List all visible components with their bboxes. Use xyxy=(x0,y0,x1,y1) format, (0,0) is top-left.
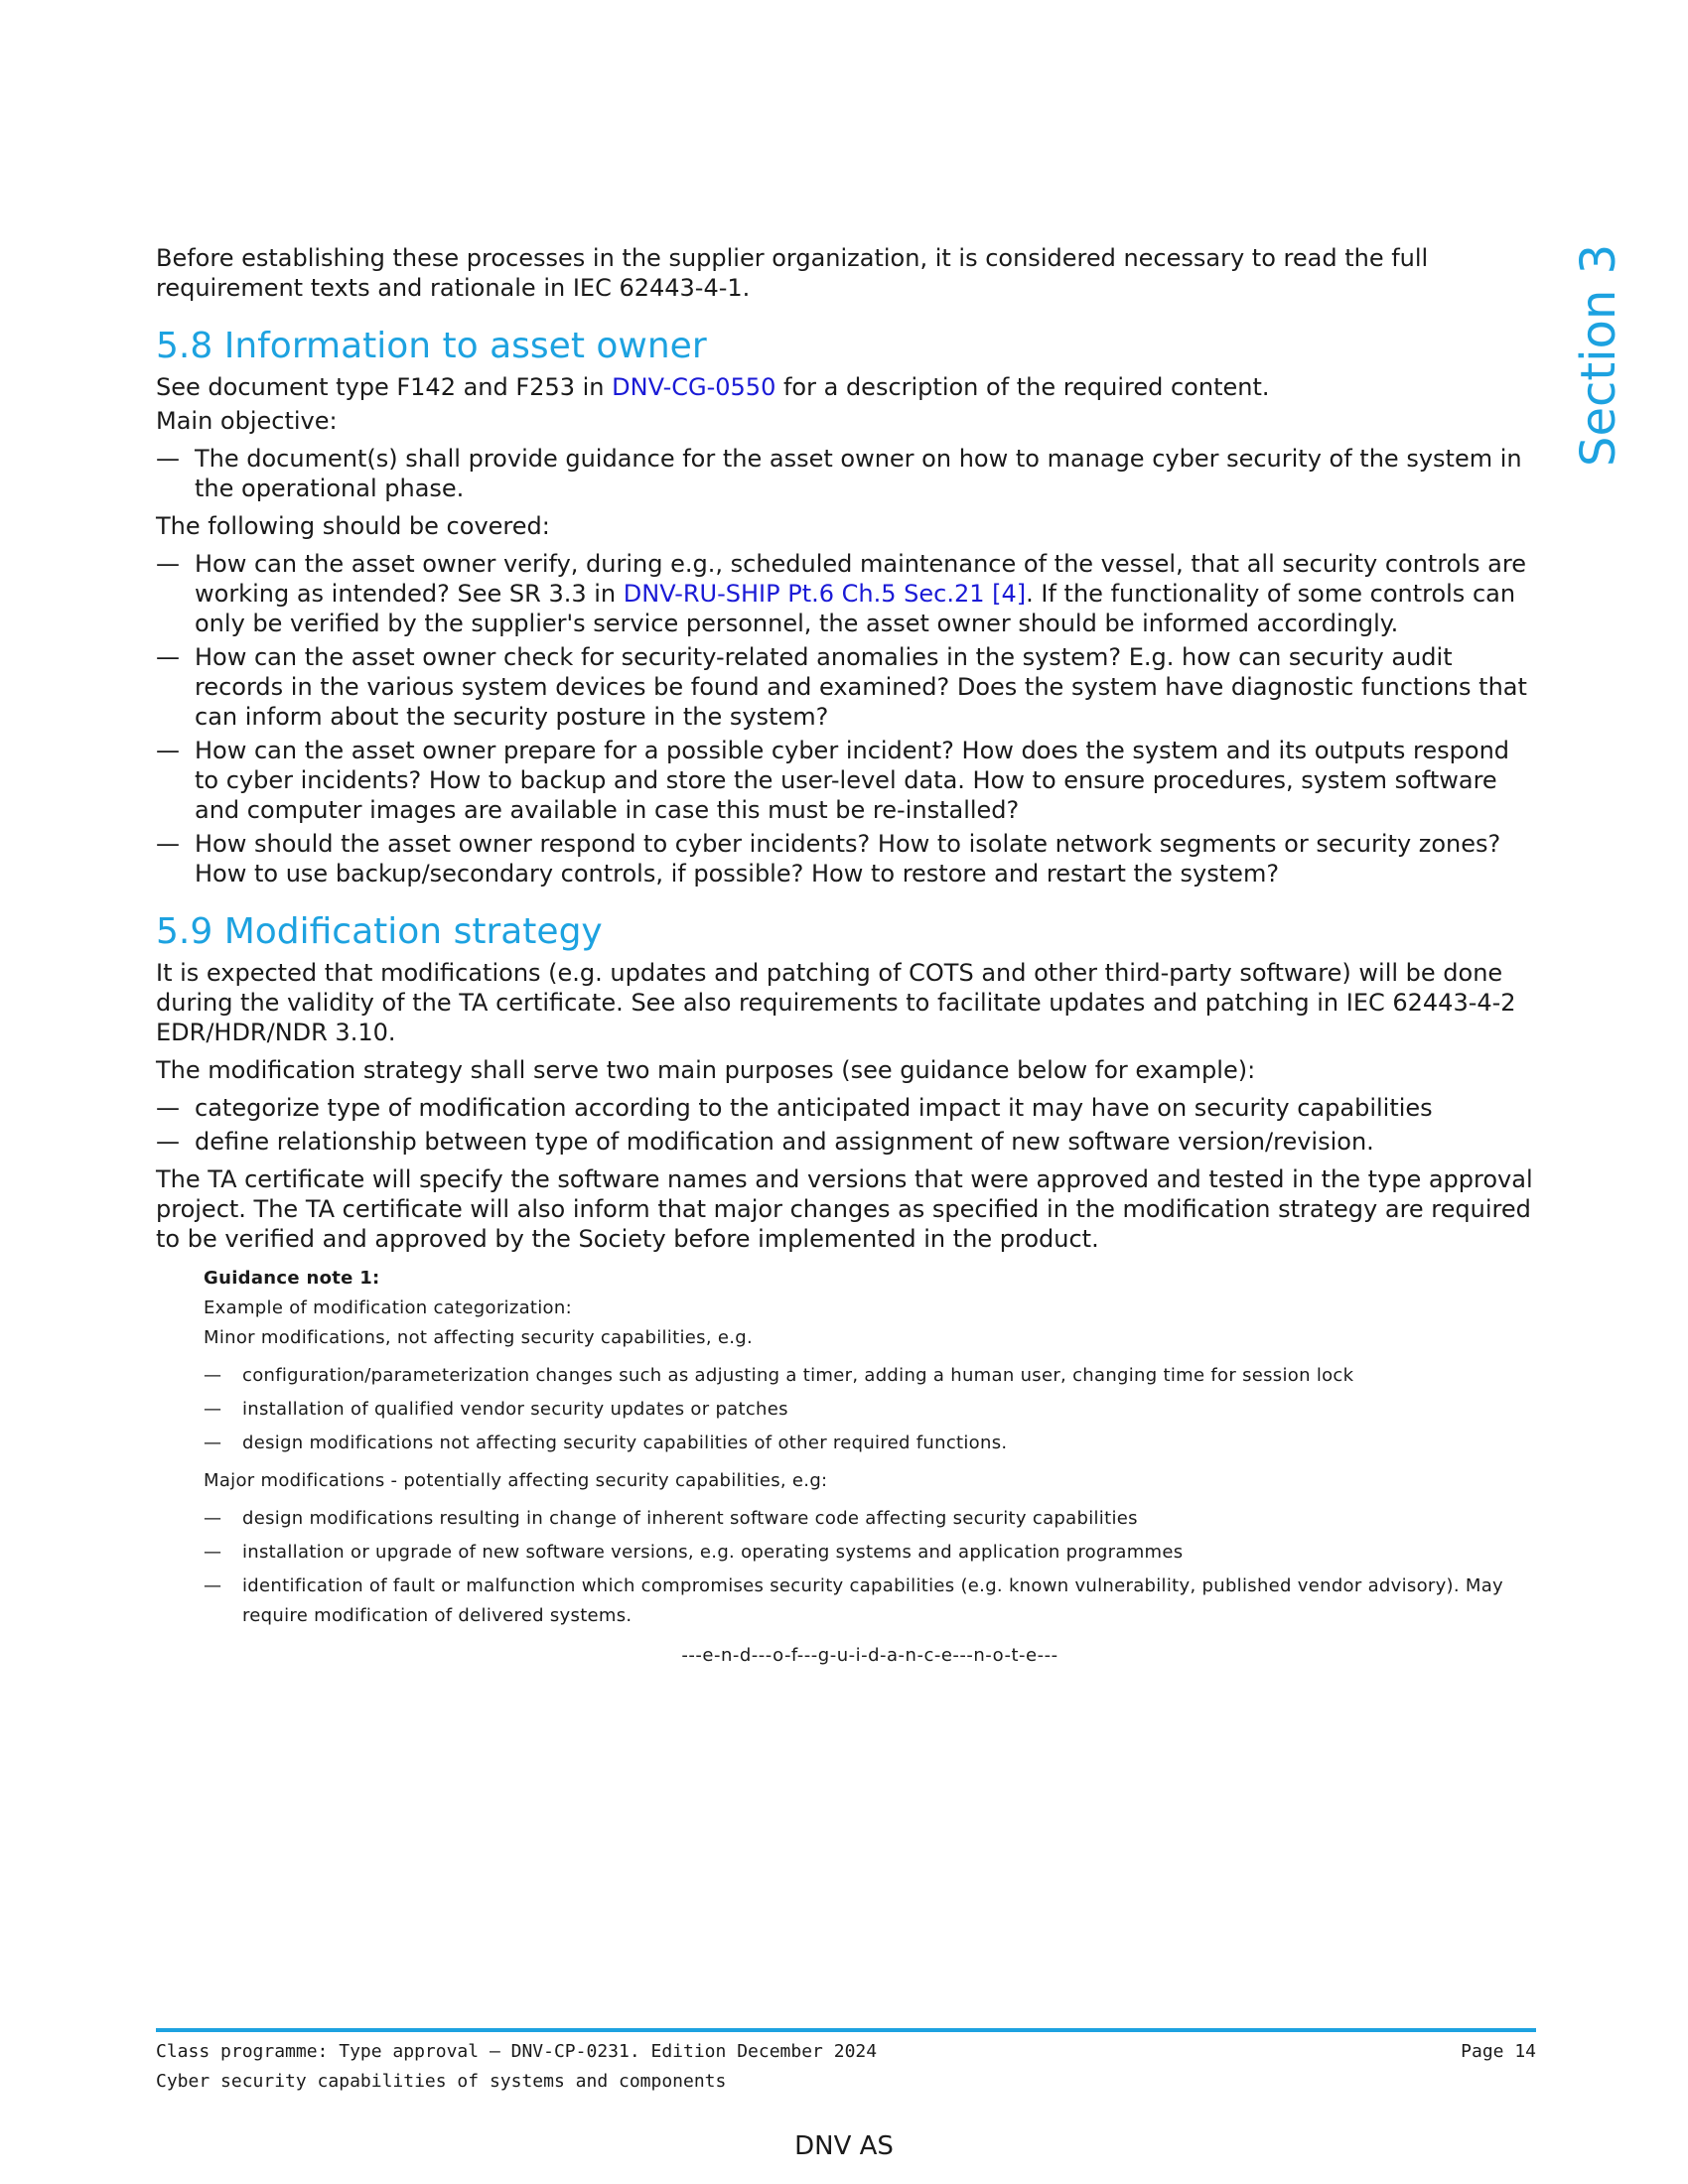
dash-icon: — xyxy=(204,1575,222,1596)
dash-icon: — xyxy=(204,1433,222,1453)
purposes-list xyxy=(156,1093,1536,1157)
list-item: — configuration/parameterization changes such as adjusting a timer, adding a human user, changing time for session lock xyxy=(204,1361,1536,1391)
covered-intro: The following should be covered: xyxy=(156,512,550,540)
list-item: — installation or upgrade of new software versions, e.g. operating systems and application programmes xyxy=(204,1538,1536,1568)
minor-list xyxy=(204,1361,1536,1458)
list-item: — How can the asset owner prepare for a possible cyber incident? How does the system and its outputs respond to cyber incidents? How to backup and store the user-level data. How to ensure procedures, system software and computer images are available in case this must be re-installed? xyxy=(156,737,1510,824)
main-content xyxy=(156,243,1536,1671)
dash-icon: — xyxy=(156,550,180,578)
major-intro: Major modifications - potentially affecting security capabilities, e.g: xyxy=(204,1470,828,1491)
list-item: — How can the asset owner check for security-related anomalies in the system? E.g. how can security audit records in the various system devices be found and examined? Does the system have diagnostic functions that can inform about the security posture in the system? xyxy=(156,643,1527,731)
footer-doc-title: Class programme: Type approval — DNV-CP-0231. Edition December 2024 xyxy=(156,2041,878,2062)
guidance-note xyxy=(204,1264,1536,1671)
list-item: — define relationship between type of modification and assignment of new software version/revision. xyxy=(156,1128,1374,1156)
modification-para-2: The modification strategy shall serve two main purposes (see guidance below for example): xyxy=(156,1056,1256,1084)
list-item: — identification of fault or malfunction which compromises security capabilities (e.g. known vulnerability, published vendor advisory). May require modification of delivered systems. xyxy=(204,1571,1536,1631)
main-objective-label: Main objective: xyxy=(156,407,338,435)
guidance-title: Guidance note 1: xyxy=(204,1268,380,1289)
dash-icon: — xyxy=(156,1094,180,1122)
footer-divider xyxy=(156,2028,1536,2032)
dash-icon: — xyxy=(204,1542,222,1563)
intro-paragraph: Before establishing these processes in the supplier organization, it is considered necessary to read the full requirement texts and rationale in IEC 62443-4-1. xyxy=(156,244,1429,302)
dash-icon: — xyxy=(156,1128,180,1156)
minor-intro: Minor modifications, not affecting security capabilities, e.g. xyxy=(204,1327,754,1348)
heading-5-8: 5.8 Information to asset owner xyxy=(156,326,707,366)
dash-icon: — xyxy=(204,1399,222,1420)
modification-para-1: It is expected that modifications (e.g. updates and patching of COTS and other third-party software) will be done during the validity of the TA certificate. See also requirements to facilitate updates and patching in IEC 62443-4-2 EDR/HDR/NDR 3.10. xyxy=(156,959,1516,1046)
dash-icon: — xyxy=(204,1508,222,1529)
footer xyxy=(156,2037,1536,2097)
company-name: DNV AS xyxy=(794,2131,894,2161)
dash-icon: — xyxy=(156,737,180,764)
dash-icon: — xyxy=(204,1365,222,1386)
dash-icon: — xyxy=(156,643,180,671)
modification-para-3: The TA certificate will specify the software names and versions that were approved and tested in the type approval project. The TA certificate will also inform that major changes as specified in the modification strategy are required to be verified and approved by the Society before implemented in the product. xyxy=(156,1165,1533,1253)
list-item: — How should the asset owner respond to cyber incidents? How to isolate network segments or security zones? How to use backup/secondary controls, if possible? How to restore and restart the system? xyxy=(156,830,1501,887)
document-type-paragraph: See document type F142 and F253 in DNV-CG-0550 for a description of the required content. xyxy=(156,373,1270,401)
heading-5-9: 5.9 Modification strategy xyxy=(156,911,603,952)
dnv-ru-ship-link[interactable]: DNV-RU-SHIP Pt.6 Ch.5 Sec.21 [4] xyxy=(623,580,1027,608)
dnv-cg-0550-link[interactable]: DNV-CG-0550 xyxy=(612,373,776,401)
list-item: — design modifications not affecting security capabilities of other required functions. xyxy=(204,1429,1536,1458)
objective-list xyxy=(156,444,1536,503)
list-item: — installation of qualified vendor security updates or patches xyxy=(204,1395,1536,1425)
covered-list xyxy=(156,549,1536,888)
list-item: — The document(s) shall provide guidance for the asset owner on how to manage cyber security of the system in the operational phase. xyxy=(156,445,1522,502)
dash-icon: — xyxy=(156,830,180,858)
list-item: — design modifications resulting in change of inherent software code affecting security capabilities xyxy=(204,1504,1536,1534)
major-list xyxy=(204,1504,1536,1631)
page-number: Page 14 xyxy=(1461,2041,1536,2062)
list-item: — How can the asset owner verify, during e.g., scheduled maintenance of the vessel, that all security controls are working as intended? See SR 3.3 in DNV-RU-SHIP Pt.6 Ch.5 Sec.21 [4]. If the functionality of some controls can only be verified by the supplier's service personnel, the asset owner should be informed accordingly. xyxy=(156,550,1526,637)
guidance-example: Example of modification categorization: xyxy=(204,1297,572,1318)
section-tab: Section 3 xyxy=(1571,243,1626,467)
dash-icon: — xyxy=(156,445,180,473)
guidance-end-marker: ---e-n-d---o-f---g-u-i-d-a-n-c-e---n-o-t-e--- xyxy=(681,1645,1058,1666)
footer-subtitle: Cyber security capabilities of systems and components xyxy=(156,2071,727,2092)
list-item: — categorize type of modification according to the anticipated impact it may have on security capabilities xyxy=(156,1094,1433,1122)
